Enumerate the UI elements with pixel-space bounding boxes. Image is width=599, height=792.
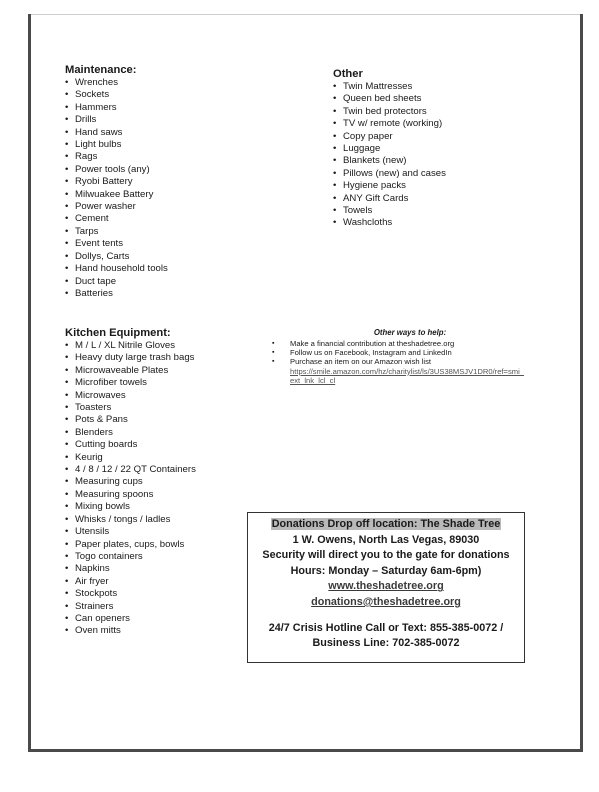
crisis-hotline: 24/7 Crisis Hotline Call or Text: 855-385-0072 / [268, 621, 504, 634]
ways-item-text: Make a financial contribution at theshadetree.org [290, 339, 455, 348]
amazon-wishlist-link[interactable]: https://smile.amazon.com/hz/charitylist/ls/3US38MSJV1DR0/ref=smi_ext_lnk_lcl_cl [290, 366, 525, 385]
list-item: • Pots & Pans [65, 414, 196, 426]
ways-item-text: Follow us on Facebook, Instagram and LinkedIn [290, 348, 452, 358]
list-item: • Heavy duty large trash bags [65, 352, 196, 364]
other-ways-title: Other ways to help: [373, 328, 447, 337]
list-item: • Napkins [65, 563, 196, 575]
list-item: • Togo containers [65, 551, 196, 563]
kitchen-title: Kitchen Equipment: [65, 327, 171, 339]
business-line: Business Line: 702-385-0072 [312, 637, 460, 650]
list-item: • Measuring spoons [65, 489, 196, 501]
list-item: • Oven mitts [65, 625, 196, 637]
list-item: • Stockpots [65, 588, 196, 600]
list-item: • Towels [333, 205, 446, 217]
other-section [333, 68, 446, 230]
list-item: • Tarps [65, 226, 168, 238]
list-item: • Hammers [65, 102, 168, 114]
list-item: • Cement [65, 213, 168, 225]
list-item: • Washcloths [333, 217, 446, 229]
list-item: • Can openers [65, 613, 196, 625]
list-item: • Blankets (new) [333, 155, 446, 167]
list-item: • Microfiber towels [65, 377, 196, 389]
list-item: • Rags [65, 151, 168, 163]
list-item: • Hygiene packs [333, 180, 446, 192]
list-item: • Event tents [65, 238, 168, 250]
list-item: • Queen bed sheets [333, 93, 446, 105]
list-item: • Microwaveable Plates [65, 365, 196, 377]
list-item: • Milwuakee Battery [65, 189, 168, 201]
donation-address: 1 W. Owens, North Las Vegas, 89030 [292, 533, 480, 546]
maintenance-title: Maintenance: [65, 64, 137, 76]
donation-info-box [247, 512, 525, 663]
list-item: • Toasters [65, 402, 196, 414]
website-link[interactable]: www.theshadetree.org [328, 580, 444, 593]
donation-security-note: Security will direct you to the gate for donations [262, 549, 510, 562]
list-item: • Power washer [65, 201, 168, 213]
list-item: • Strainers [65, 601, 196, 613]
list-item [272, 348, 532, 357]
donation-hours: Hours: Monday – Saturday 6am-6pm) [290, 564, 482, 577]
list-item: • ANY Gift Cards [333, 193, 446, 205]
list-item: • Cutting boards [65, 439, 196, 451]
list-item: • Hand saws [65, 127, 168, 139]
list-item [272, 339, 532, 348]
list-item: • Wrenches [65, 77, 168, 89]
list-item: • Duct tape [65, 276, 168, 288]
list-item: • Power tools (any) [65, 164, 168, 176]
list-item: • Ryobi Battery [65, 176, 168, 188]
list-item: • Twin bed protectors [333, 106, 446, 118]
donation-heading-line [248, 517, 524, 533]
donation-website-line [248, 579, 524, 595]
other-title: Other [333, 68, 363, 80]
list-item: • Paper plates, cups, bowls [65, 539, 196, 551]
donation-heading: Donations Drop off location: The Shade Tree [271, 518, 501, 530]
list-item: • TV w/ remote (working) [333, 118, 446, 130]
ways-item-text: Purchase an item on our Amazon wish list [290, 357, 431, 367]
list-item: • Blenders [65, 427, 196, 439]
maintenance-section [65, 64, 168, 300]
list-item: • Keurig [65, 452, 196, 464]
kitchen-list [65, 340, 196, 638]
list-item: • Copy paper [333, 131, 446, 143]
list-item: • 4 / 8 / 12 / 22 QT Containers [65, 464, 196, 476]
list-item: • Microwaves [65, 390, 196, 402]
list-item: • Pillows (new) and cases [333, 168, 446, 180]
list-item: • Luggage [333, 143, 446, 155]
other-ways-list [272, 339, 532, 385]
list-item: • Utensils [65, 526, 196, 538]
list-item: • Measuring cups [65, 476, 196, 488]
kitchen-section [65, 327, 196, 638]
list-item: • Hand household tools [65, 263, 168, 275]
email-link[interactable]: donations@theshadetree.org [311, 595, 461, 608]
spacer [248, 611, 524, 621]
list-item: • Mixing bowls [65, 501, 196, 513]
donation-email-line [248, 595, 524, 611]
other-ways-section [272, 328, 532, 385]
maintenance-list [65, 77, 168, 300]
list-item: • Batteries [65, 288, 168, 300]
list-item: • Sockets [65, 89, 168, 101]
list-item: • Dollys, Carts [65, 251, 168, 263]
other-list [333, 81, 446, 230]
list-item [272, 357, 532, 385]
list-item: • Whisks / tongs / ladles [65, 514, 196, 526]
list-item: • Light bulbs [65, 139, 168, 151]
list-item: • Drills [65, 114, 168, 126]
list-item: • Twin Mattresses [333, 81, 446, 93]
list-item: • Air fryer [65, 576, 196, 588]
list-item: • M / L / XL Nitrile Gloves [65, 340, 196, 352]
